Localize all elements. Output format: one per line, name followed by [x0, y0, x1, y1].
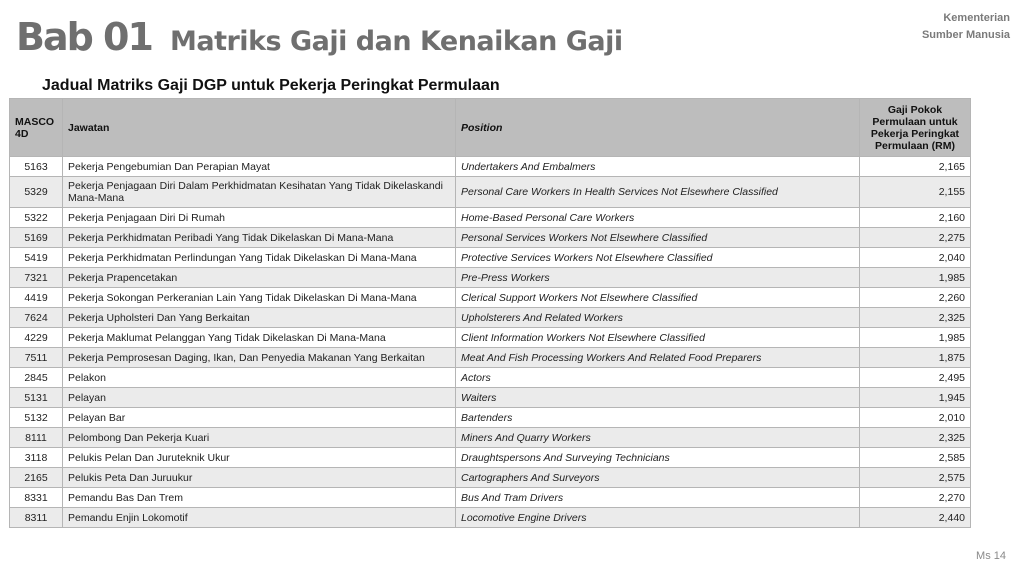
table-row: [10, 388, 971, 408]
cell-salary: 2,010: [860, 408, 971, 428]
cell-position: Upholsterers And Related Workers: [456, 308, 860, 328]
table-row: [10, 328, 971, 348]
cell-salary: 1,985: [860, 268, 971, 288]
cell-jawatan: Pelayan Bar: [63, 408, 456, 428]
table-body: [10, 157, 971, 528]
table-row: [10, 448, 971, 468]
cell-position: Personal Services Workers Not Elsewhere Classified: [456, 228, 860, 248]
table-row: [10, 368, 971, 388]
table-title: Jadual Matriks Gaji DGP untuk Pekerja Peringkat Permulaan: [42, 77, 500, 94]
table-row: [10, 228, 971, 248]
table-row: [10, 268, 971, 288]
cell-position: Home-Based Personal Care Workers: [456, 208, 860, 228]
cell-masco-code: 5322: [10, 208, 63, 228]
cell-position: Bus And Tram Drivers: [456, 488, 860, 508]
header-jawatan: Jawatan: [63, 99, 456, 157]
cell-masco-code: 4419: [10, 288, 63, 308]
cell-jawatan: Pelakon: [63, 368, 456, 388]
cell-position: Actors: [456, 368, 860, 388]
cell-masco-code: 7321: [10, 268, 63, 288]
cell-position: Pre-Press Workers: [456, 268, 860, 288]
cell-masco-code: 8311: [10, 508, 63, 528]
cell-masco-code: 7511: [10, 348, 63, 368]
cell-position: Miners And Quarry Workers: [456, 428, 860, 448]
cell-masco-code: 5132: [10, 408, 63, 428]
header-position: Position: [456, 99, 860, 157]
cell-salary: 2,440: [860, 508, 971, 528]
cell-jawatan: Pekerja Pengebumian Dan Perapian Mayat: [63, 157, 456, 177]
cell-masco-code: 5419: [10, 248, 63, 268]
cell-masco-code: 8331: [10, 488, 63, 508]
cell-salary: 2,585: [860, 448, 971, 468]
cell-jawatan: Pelayan: [63, 388, 456, 408]
cell-masco-code: 8111: [10, 428, 63, 448]
header-masco-code: MASCO 4D: [10, 99, 63, 157]
cell-jawatan: Pekerja Perkhidmatan Peribadi Yang Tidak Dikelaskan Di Mana-Mana: [63, 228, 456, 248]
cell-salary: 2,270: [860, 488, 971, 508]
cell-position: Client Information Workers Not Elsewhere Classified: [456, 328, 860, 348]
cell-masco-code: 2845: [10, 368, 63, 388]
header-salary: Gaji Pokok Permulaan untuk Pekerja Peringkat Permulaan (RM): [860, 99, 971, 157]
cell-position: Personal Care Workers In Health Services Not Elsewhere Classified: [456, 177, 860, 208]
cell-masco-code: 5329: [10, 177, 63, 208]
table-row: [10, 428, 971, 448]
table-row: [10, 177, 971, 208]
cell-jawatan: Pekerja Upholsteri Dan Yang Berkaitan: [63, 308, 456, 328]
cell-position: Waiters: [456, 388, 860, 408]
cell-jawatan: Pelombong Dan Pekerja Kuari: [63, 428, 456, 448]
cell-salary: 2,155: [860, 177, 971, 208]
cell-position: Undertakers And Embalmers: [456, 157, 860, 177]
cell-position: Bartenders: [456, 408, 860, 428]
cell-salary: 2,260: [860, 288, 971, 308]
cell-jawatan: Pekerja Penjagaan Diri Dalam Perkhidmatan Kesihatan Yang Tidak Dikelaskandi Mana-Mana: [63, 177, 456, 208]
cell-salary: 1,945: [860, 388, 971, 408]
page-title: Matriks Gaji dan Kenaikan Gaji: [170, 26, 623, 57]
cell-salary: 2,040: [860, 248, 971, 268]
cell-salary: 2,495: [860, 368, 971, 388]
cell-jawatan: Pekerja Sokongan Perkeranian Lain Yang Tidak Dikelaskan Di Mana-Mana: [63, 288, 456, 308]
cell-salary: 1,875: [860, 348, 971, 368]
cell-position: Meat And Fish Processing Workers And Related Food Preparers: [456, 348, 860, 368]
table-row: [10, 508, 971, 528]
table-row: [10, 468, 971, 488]
table-row: [10, 488, 971, 508]
table-row: [10, 157, 971, 177]
ministry-name: [922, 10, 1010, 44]
cell-salary: 2,275: [860, 228, 971, 248]
table-row: [10, 288, 971, 308]
cell-salary: 2,325: [860, 308, 971, 328]
cell-position: Draughtspersons And Surveying Technicians: [456, 448, 860, 468]
table-row: [10, 348, 971, 368]
cell-masco-code: 5169: [10, 228, 63, 248]
cell-salary: 1,985: [860, 328, 971, 348]
cell-salary: 2,575: [860, 468, 971, 488]
cell-salary: 2,325: [860, 428, 971, 448]
cell-masco-code: 2165: [10, 468, 63, 488]
cell-salary: 2,165: [860, 157, 971, 177]
cell-position: Protective Services Workers Not Elsewhere Classified: [456, 248, 860, 268]
ministry-line-1: Kementerian: [943, 12, 1010, 24]
cell-position: Cartographers And Surveyors: [456, 468, 860, 488]
cell-jawatan: Pekerja Perkhidmatan Perlindungan Yang Tidak Dikelaskan Di Mana-Mana: [63, 248, 456, 268]
cell-jawatan: Pemandu Enjin Lokomotif: [63, 508, 456, 528]
cell-jawatan: Pekerja Penjagaan Diri Di Rumah: [63, 208, 456, 228]
cell-masco-code: 4229: [10, 328, 63, 348]
cell-salary: 2,160: [860, 208, 971, 228]
cell-jawatan: Pekerja Maklumat Pelanggan Yang Tidak Dikelaskan Di Mana-Mana: [63, 328, 456, 348]
table-header-row: [10, 99, 971, 157]
table-row: [10, 248, 971, 268]
cell-jawatan: Pekerja Prapencetakan: [63, 268, 456, 288]
cell-masco-code: 5163: [10, 157, 63, 177]
cell-jawatan: Pemandu Bas Dan Trem: [63, 488, 456, 508]
chapter-label: Bab 01: [16, 15, 152, 59]
page-number: Ms 14: [976, 550, 1006, 562]
cell-masco-code: 5131: [10, 388, 63, 408]
cell-position: Clerical Support Workers Not Elsewhere Classified: [456, 288, 860, 308]
cell-jawatan: Pekerja Pemprosesan Daging, Ikan, Dan Penyedia Makanan Yang Berkaitan: [63, 348, 456, 368]
salary-matrix-table: [9, 98, 971, 528]
table-row: [10, 308, 971, 328]
cell-position: Locomotive Engine Drivers: [456, 508, 860, 528]
cell-masco-code: 3118: [10, 448, 63, 468]
ministry-line-2: Sumber Manusia: [921, 29, 1010, 41]
table-row: [10, 408, 971, 428]
cell-masco-code: 7624: [10, 308, 63, 328]
cell-jawatan: Pelukis Pelan Dan Juruteknik Ukur: [63, 448, 456, 468]
table-row: [10, 208, 971, 228]
cell-jawatan: Pelukis Peta Dan Juruukur: [63, 468, 456, 488]
